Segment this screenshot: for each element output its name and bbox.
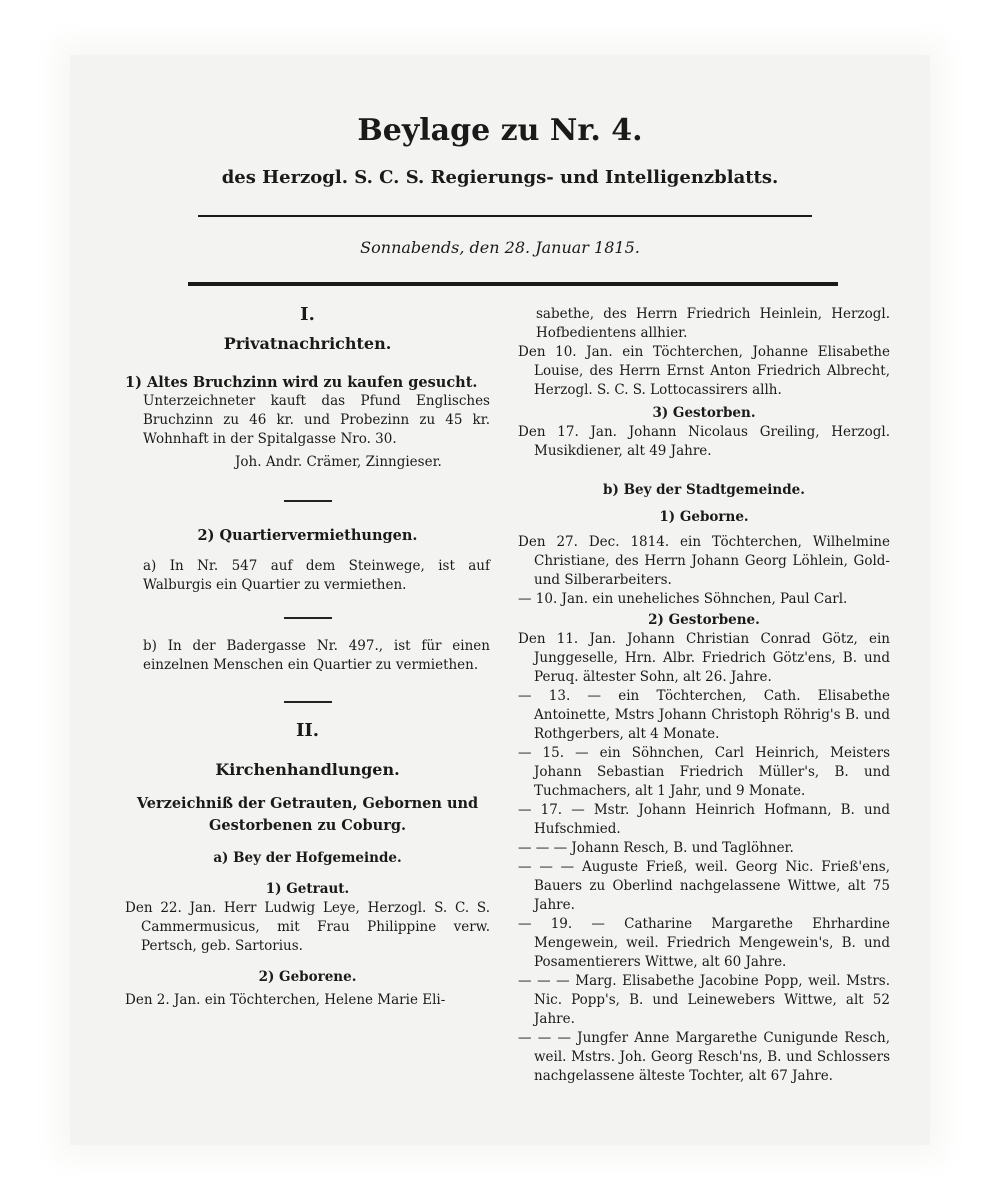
town-died-entry: — 17. — Mstr. Johann Heinrich Hofmann, B. und Hufschmied.: [518, 802, 890, 837]
notice-1-title: 1) Altes Bruchzinn wird zu kaufen gesucht.: [125, 374, 478, 391]
right-column: [518, 305, 890, 1086]
court-parish-heading: a) Bey der Hofgemeinde.: [213, 850, 402, 866]
supplement-subtitle: des Herzogl. S. C. S. Regierungs- und Intelligenzblatts.: [221, 167, 779, 188]
town-died-entry: Den 11. Jan. Johann Christian Conrad Götz, ein Junggeselle, Hrn. Albr. Friedrich Götz'ens, B. und Peruq. ältester Sohn, alt 26. Jahre.: [518, 631, 890, 685]
section-numeral-2: II.: [295, 720, 320, 741]
born-entry: Den 2. Jan. ein Töchterchen, Helene Marie Eli-: [125, 992, 446, 1008]
newspaper-page: [70, 55, 930, 1145]
section-heading-church: Kirchenhandlungen.: [215, 760, 400, 779]
section-numeral-1: I.: [300, 304, 315, 325]
married-heading: 1) Getraut.: [265, 881, 350, 897]
town-parish-heading: b) Bey der Stadtgemeinde.: [603, 482, 805, 498]
married-entry: Den 22. Jan. Herr Ludwig Leye, Herzogl. S. C. S. Cammermusicus, mit Frau Philippine verw. Pertsch, geb. Sartorius.: [125, 900, 490, 954]
notice-2-title: 2) Quartiervermiethungen.: [197, 527, 418, 544]
born-entry-2: Den 10. Jan. ein Töchterchen, Johanne Elisabethe Louise, des Herrn Ernst Anton Friedrich Albrecht, Herzogl. S. C. S. Lottocassirers allh.: [518, 344, 890, 398]
died-entry: Den 17. Jan. Johann Nicolaus Greiling, Herzogl. Musikdiener, alt 49 Jahre.: [518, 424, 890, 459]
town-died-entry: — — — Auguste Frieß, weil. Georg Nic. Frieß'ens, Bauers zu Oberlind nachgelassene Wittwe, alt 75 Jahre.: [518, 859, 890, 913]
header-rule-thin: [198, 215, 812, 217]
town-born-entry-2: — 10. Jan. ein uneheliches Söhnchen, Paul Carl.: [518, 591, 848, 607]
section-heading-private: Privatnachrichten.: [223, 334, 392, 353]
separator: [284, 500, 332, 502]
left-column: [125, 305, 490, 1010]
born-heading: 2) Geborene.: [258, 969, 357, 985]
issue-date: Sonnabends, den 28. Januar 1815.: [360, 238, 640, 257]
town-born-entry-1: Den 27. Dec. 1814. ein Töchterchen, Wilhelmine Christiane, des Herrn Johann Georg Löhlein, Gold- und Silberarbeiters.: [518, 534, 890, 588]
town-born-heading: 1) Geborne.: [659, 509, 749, 525]
town-died-entry: — — — Johann Resch, B. und Taglöhner.: [518, 840, 794, 856]
town-died-entry: — 19. — Catharine Margarethe Ehrhardine Mengewein, weil. Friedrich Mengewein's, B. und Posamentierers Wittwe, alt 60 Jahre.: [518, 916, 890, 970]
separator: [284, 617, 332, 619]
died-heading: 3) Gestorben.: [652, 405, 756, 421]
register-heading: Verzeichniß der Getrauten, Gebornen und Gestorbenen zu Coburg.: [136, 795, 479, 834]
notice-2b-text: b) In der Badergasse Nr. 497., ist für einen einzelnen Menschen ein Quartier zu vermiethen.: [143, 638, 490, 673]
supplement-title: Beylage zu Nr. 4.: [357, 113, 643, 148]
separator: [284, 701, 332, 703]
town-died-entry: — 13. — ein Töchterchen, Cath. Elisabethe Antoinette, Mstrs Johann Christoph Röhrig's B. und Rothgerbers, alt 4 Monate.: [518, 688, 890, 742]
notice-1-text: Unterzeichneter kauft das Pfund Englisches Bruchzinn zu 46 kr. und Probezinn zu 45 kr. Wohnhaft in der Spitalgasse Nro. 30.: [143, 393, 490, 447]
town-died-entry: — — — Marg. Elisabethe Jacobine Popp, weil. Mstrs. Nic. Popp's, B. und Leinewebers Wittwe, alt 52 Jahre.: [518, 973, 890, 1027]
born-entry-continued: sabethe, des Herrn Friedrich Heinlein, Herzogl. Hofbedientens allhier.: [536, 306, 890, 341]
town-died-heading: 2) Gestorbene.: [648, 612, 760, 628]
header-rule-thick: [188, 282, 838, 286]
town-died-entry: — 15. — ein Söhnchen, Carl Heinrich, Meisters Johann Sebastian Friedrich Müller's, B. und Tuchmachers, alt 1 Jahr, und 9 Monate.: [518, 745, 890, 799]
notice-1-signature: Joh. Andr. Crämer, Zinngieser.: [235, 454, 442, 470]
notice-2a-text: a) In Nr. 547 auf dem Steinwege, ist auf Walburgis ein Quartier zu vermiethen.: [143, 558, 490, 593]
town-died-entry: — — — Jungfer Anne Margarethe Cunigunde Resch, weil. Mstrs. Joh. Georg Resch'ns, B. und Schlossers nachgelassene älteste Tochter, alt 67 Jahre.: [518, 1030, 890, 1084]
